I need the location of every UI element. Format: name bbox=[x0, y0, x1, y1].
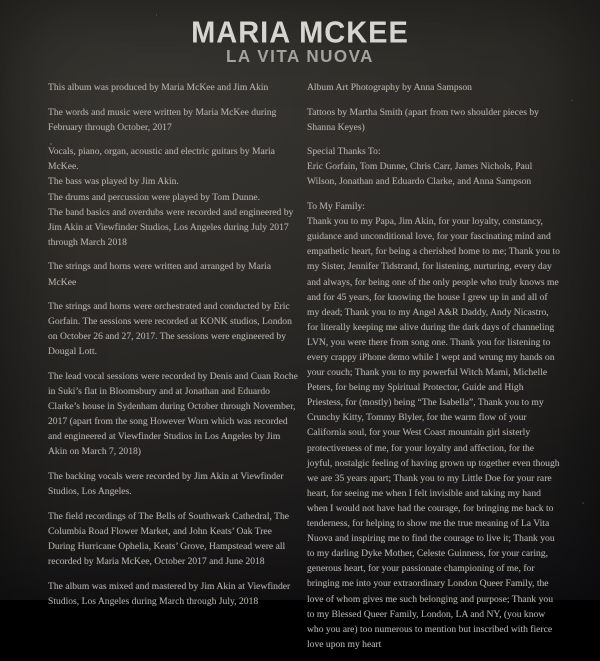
credit-text: Album Art Photography by Anna Sampson bbox=[307, 82, 472, 93]
credit-text: Thank you to my Papa, Jim Akin, for your loyalty, constancy, guidance and unconditional love, for your fascinating mind and empathetic heart, for being a cherished home to me; Thank you to my Sister, Jennifer Tidstrand, for listening, nurturing, every day and always, for being one of the only people who truly knows me and for 45 years, for knowing the house I grew up in and all of my dead; Thank you to my Angel A&R Daddy, Andy Nicastro, for literally keeping me alive during the dark days of channeling LVN, you were there from song one. Thank you for listening to every crappy iPhone demo while I wept and wrung my hands on your couch; Thank you to my powerful Witch Mami, Michelle Peters, for being my Spiritual Protector, Guide and High Priestess, for (mostly) being “The Isabella”, Thank you to my Crunchy Kitty, Tommy Blyler, for the warm flow of your California soul, for your West Coast mountain girl sisterly protectiveness of me, for your loyalty and affection, for the joyful, nostalgic feeling of having grown up together even though we are 35 years apart; Thank you to my Little Doe for your rare heart, for seeing me when I felt invisible and taking my hand when I would not have had the courage, for bringing me back to tenderness, for helping to show me the true meaning of La Vita Nuova and inspiring me to find the courage to live it; Thank you to my darling Dyke Mother, Celeste Guinness, for your caring, generous heart, for your passionate championing of me, for bringing me into your extraordinary London Queer Family, the love of whom gives me such belonging and purpose; Thank you to my Blessed Queer Family, London, LA and NY, (you know who you are) too numerous to mention but inscribed with fierce love upon my heart bbox=[307, 216, 560, 650]
credit-text: Tattoos by Martha Smith (apart from two shoulder pieces by Shanna Keyes) bbox=[307, 106, 539, 133]
credit-text: Eric Gorfain, Tom Dunne, Chris Carr, James Nichols, Paul Wilson, Jonathan and Eduardo Clarke, and Anna Sampson bbox=[307, 161, 533, 188]
credit-text: The lead vocal sessions were recorded by Denis and Cuan Roche in Suki’s flat in Bloomsbury and at Jonathan and Eduardo Clarke’s house in Sydenham during October through November, 2017 (apart from the song However Worn which was recorded and engineered at Viewfinder Studios in Los Angeles by Jim Akin on March 7, 2018) bbox=[48, 371, 298, 458]
credits-column-right bbox=[307, 80, 561, 661]
credit-text: To My Family: bbox=[307, 201, 365, 213]
dust-speck bbox=[571, 100, 573, 101]
credit-block bbox=[48, 144, 301, 250]
credit-block bbox=[307, 80, 561, 95]
credit-block bbox=[48, 259, 301, 289]
artist-name: MARIA MCKEE bbox=[191, 16, 409, 50]
album-header bbox=[0, 18, 600, 66]
credit-text: The band basics and overdubs were recorded and engineered by Jim Akin at Viewfinder Studios, Los Angeles during July 2017 through March 2018 bbox=[48, 206, 294, 248]
credit-block bbox=[48, 579, 301, 609]
credit-text: The strings and horns were written and arranged by Maria McKee bbox=[48, 261, 271, 288]
credit-block bbox=[48, 80, 301, 95]
credit-text: The bass was played by Jim Akin. bbox=[48, 176, 179, 188]
credit-text: The drums and percussion were played by Tom Dunne. bbox=[48, 191, 261, 203]
credit-text: Vocals, piano, organ, acoustic and electric guitars by Maria McKee. bbox=[48, 146, 275, 173]
dust-speck bbox=[50, 143, 52, 145]
credit-text: The words and music were written by Maria McKee during February through October, 2017 bbox=[48, 106, 277, 133]
credit-text: This album was produced by Maria McKee and Jim Akin bbox=[48, 82, 269, 93]
credit-text: Special Thanks To: bbox=[307, 146, 381, 158]
credits-column-left bbox=[48, 80, 301, 618]
credit-block bbox=[307, 144, 561, 189]
credit-text: The strings and horns were orchestrated and conducted by Eric Gorfain. The sessions were recorded at KONK studios, London on October 26 and 27, 2017. The sessions were engineered by Dougal Lott. bbox=[48, 301, 292, 358]
credit-text: The album was mixed and mastered by Jim Akin at Viewfinder Studios, Los Angeles during March through July, 2018 bbox=[48, 580, 291, 607]
dust-speck bbox=[156, 14, 157, 16]
credit-block bbox=[48, 369, 301, 460]
credit-block bbox=[307, 105, 561, 135]
credit-block bbox=[48, 105, 301, 135]
album-title: LA VITA NUOVA bbox=[226, 46, 374, 67]
credit-block bbox=[48, 299, 301, 359]
credit-block bbox=[48, 509, 301, 569]
credit-block bbox=[307, 199, 561, 652]
credit-text: The backing vocals were recorded by Jim Akin at Viewfinder Studios, Los Angeles. bbox=[48, 471, 284, 498]
dust-speck bbox=[582, 502, 584, 504]
credit-block bbox=[48, 469, 301, 499]
credit-text: The field recordings of The Bells of Southwark Cathedral, The Columbia Road Flower Market, and John Keats’ Oak Tree During Hurricane Ophelia, Keats’ Grove, Hampstead were all recorded by Maria McKee, October 2017 and June 2018 bbox=[48, 510, 290, 568]
